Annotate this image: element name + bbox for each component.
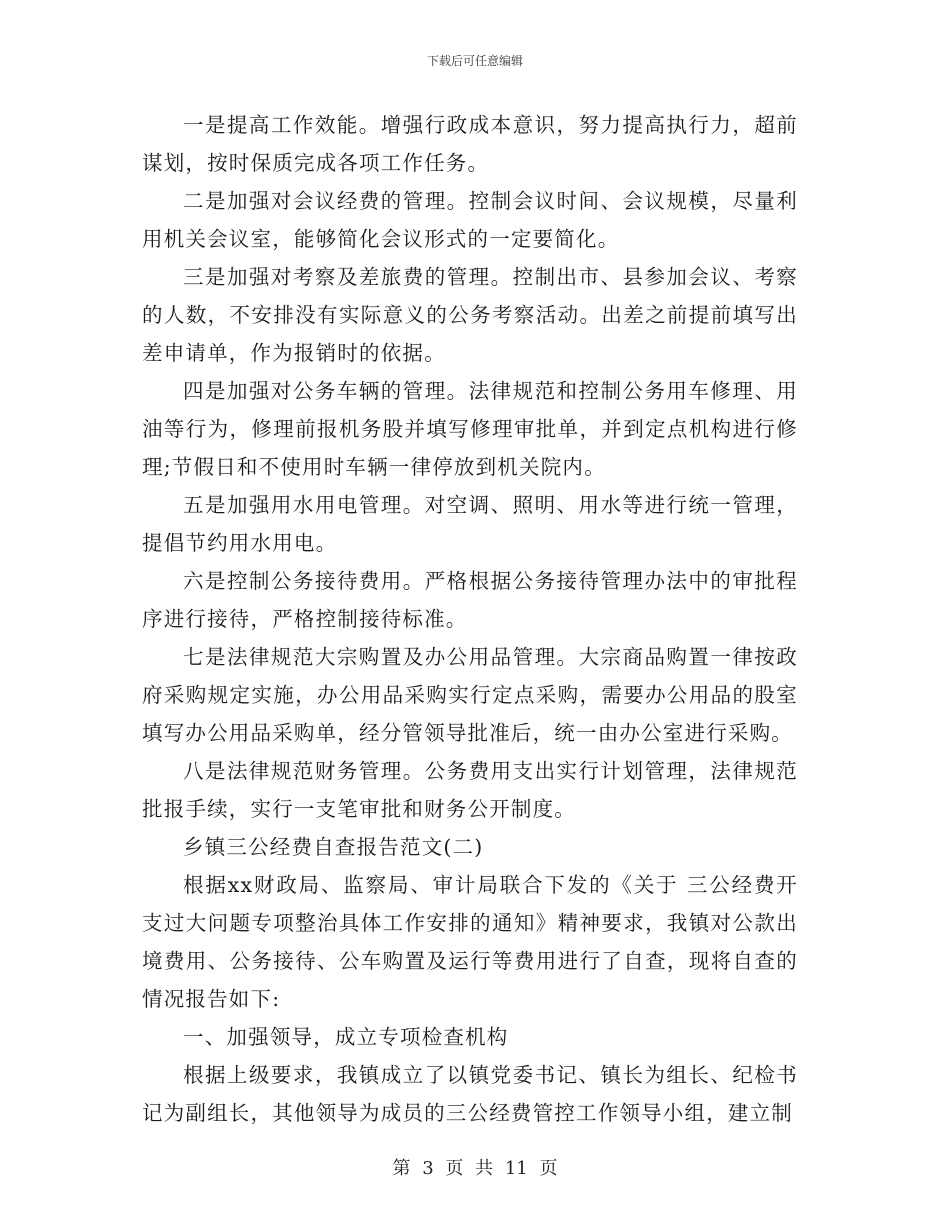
paragraph-7: 七是法律规范大宗购置及办公用品管理。大宗商品购置一律按政府采购规定实施，办公用品采购实行定点采购，需要办公用品的股室填写办公用品采购单，经分管领导批准后，统一由办公室进行采购。 xyxy=(142,645,798,745)
paragraph-10: 根据上级要求，我镇成立了以镇党委书记、镇长为组长、纪检书记为副组长，其他领导为成员的三公经费管控工作领导小组，建立制 xyxy=(142,1063,798,1125)
subsection-heading: 一、加强领导，成立专项检查机构 xyxy=(183,1025,509,1049)
paragraph-2: 二是加强对会议经费的管理。控制会议时间、会议规模，尽量利用机关会议室，能够简化会议形式的一定要简化。 xyxy=(142,189,798,251)
paragraph-1: 一是提高工作效能。增强行政成本意识，努力提高执行力，超前谋划，按时保质完成各项工作任务。 xyxy=(142,113,798,175)
header-note: 下载后可任意编辑 xyxy=(426,54,523,68)
section-title: 乡镇三公经费自查报告范文(二) xyxy=(183,835,484,859)
document-body xyxy=(142,106,798,1132)
page-number: 第 3 页 共 11 页 xyxy=(392,1158,558,1179)
paragraph-4: 四是加强对公务车辆的管理。法律规范和控制公务用车修理、用油等行为，修理前报机务股并填写修理审批单，并到定点机构进行修理;节假日和不使用时车辆一律停放到机关院内。 xyxy=(142,379,798,479)
paragraph-5: 五是加强用水用电管理。对空调、照明、用水等进行统一管理，提倡节约用水用电。 xyxy=(142,493,798,555)
paragraph-6: 六是控制公务接待费用。严格根据公务接待管理办法中的审批程序进行接待，严格控制接待标准。 xyxy=(142,569,798,631)
paragraph-3: 三是加强对考察及差旅费的管理。控制出市、县参加会议、考察的人数，不安排没有实际意义的公务考察活动。出差之前提前填写出差申请单，作为报销时的依据。 xyxy=(142,265,798,365)
paragraph-8: 八是法律规范财务管理。公务费用支出实行计划管理，法律规范批报手续，实行一支笔审批和财务公开制度。 xyxy=(142,759,798,821)
paragraph-9: 根据xx财政局、监察局、审计局联合下发的《关于 三公经费开支过大问题专项整治具体工作安排的通知》精神要求，我镇对公款出境费用、公务接待、公车购置及运行等费用进行了自查，现将自查的情况报告如下: xyxy=(142,873,798,1011)
